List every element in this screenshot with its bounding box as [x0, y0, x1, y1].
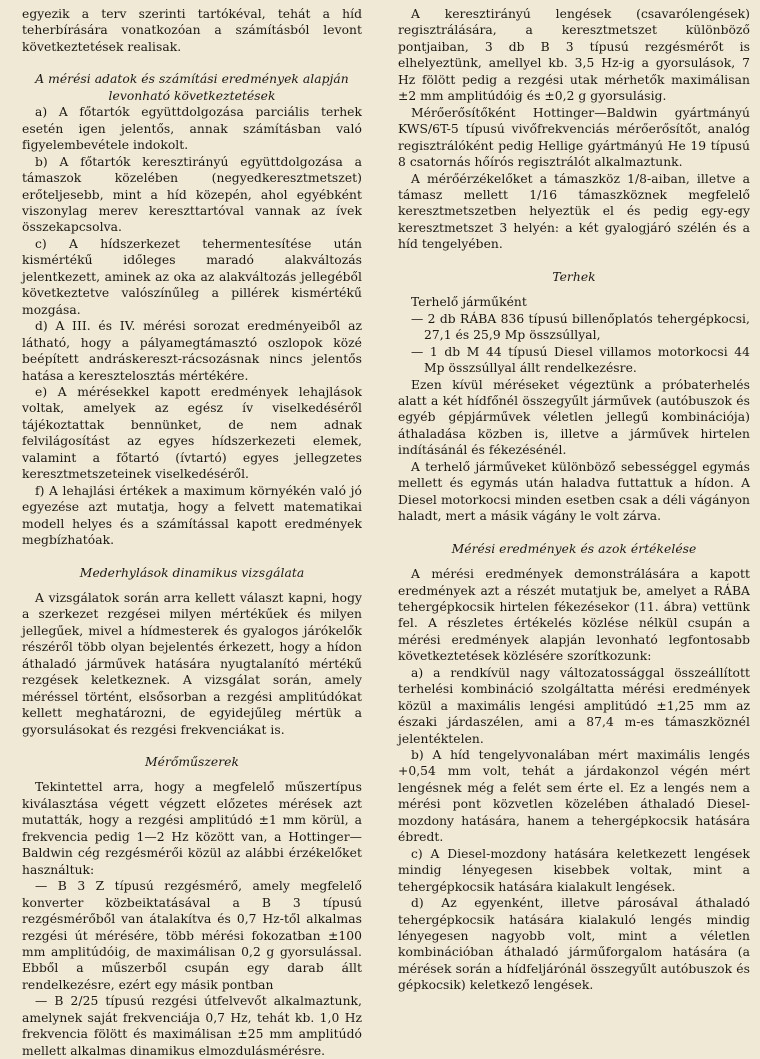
- section-heading: Terhek: [552, 269, 596, 284]
- paragraph: a) a rendkívül nagy változatossággal összeállított terhelési kombináció szolgáltatta mérési eredmények közül a maximális lengési amplitúdó ±1,25 mm az északi járdaszélen, ami a 87,4 m-es támaszköznél jelentéktelen.: [398, 665, 750, 746]
- list-item: — 2 db RÁBA 836 típusú billenőplatós tehergépkocsi, 27,1 és 25,9 Mp összsúllyal,: [411, 311, 750, 343]
- section-heading: Mérési eredmények és azok értékelése: [451, 541, 697, 556]
- paragraph: A mérési eredmények demonstrálására a kapott eredmények azt a részét mutatjuk be, amelyet a RÁBA tehergépkocsik hirtelen fékezésekor (11. ábra) vettünk fel. A részletes értékelés közlése nélkül csupán a mérési eredmények alapján levonható legfontosabb következtetések közlésére szorítkozunk:: [398, 567, 750, 664]
- paragraph: a) A főtartók együttdolgozása parciális terhek esetén igen jelentős, annak számításban való figyelembevétele indokolt.: [22, 105, 362, 153]
- list-item: — 1 db M 44 típusú Diesel villamos motorkocsi 44 Mp összsúllyal állt rendelkezésre.: [411, 344, 750, 376]
- paragraph: d) Az egyenként, illetve párosával áthaladó tehergépkocsik hatására kialakuló lengés mindig lényegesen nagyobb volt, mint a véletlen kombinációban áthaladó járműforgalom hatására (a mérések során a hídfeljárónál összegyűlt autóbuszok és gépkocsik) keletkező lengések.: [398, 896, 750, 993]
- paragraph: c) A Diesel-mozdony hatására keletkezett lengések mindig lényegesen kisebbek voltak, mint a tehergépkocsik hatására kialakult lengések.: [398, 846, 750, 894]
- paragraph: c) A hídszerkezet tehermentesítése után kismértékű időleges maradó alakváltozás jelentkezett, aminek az oka az alakváltozás jellegéből következtetve valószínűleg a pillérek kismértékű mozgása.: [22, 236, 362, 317]
- section-heading: A mérési adatok és számítási eredmények alapján levonható következtetések: [35, 72, 349, 103]
- paragraph: A vizsgálatok során arra kellett választ kapni, hogy a szerkezet rezgései milyen mértékűek és milyen jellegűek, mivel a hídmesterek és gyalogos járókelők részéről több olyan bejelentés érkezett, hogy a hídon áthaladó járművek hatására nyugtalanító mértékű rezgések keletkeznek. A vizsgálat során, amely méréssel történt, elsősorban a rezgési amplitúdókat kellett meghatározni, de egyidejűleg mértük a gyorsulásokat és rezgési frekvenciákat is.: [22, 590, 362, 737]
- paragraph: b) A főtartók keresztirányú együttdolgozása a támaszok közelében (negyedkeresztmetszet) erőteljesebb, mint a híd közepén, ahol egyébként viszonylag merev kereszttartóval vannak az ívek összekapcsolva.: [22, 154, 362, 235]
- paragraph: A mérőérzékelőket a támaszköz 1/8-aiban, illetve a támasz mellett 1/16 támaszköznek megfelelő keresztmetszetben helyeztük el és pedig egy-egy keresztmetszet 3 helyén: a két gyalogjáró szélén és a híd tengelyében.: [398, 171, 750, 252]
- paragraph: f) A lehajlási értékek a maximum környékén való jó egyezése azt mutatja, hogy a felvett matematikai modell helyes és a számítással kapott eredmények megbízhatóak.: [22, 483, 362, 548]
- paragraph: egyezik a terv szerinti tartókéval, tehát a híd teherbírására vonatkozóan a számításból levont következtetések realisak.: [22, 7, 362, 54]
- paragraph: d) A III. és IV. mérési sorozat eredményeiből az látható, hogy a pályamegtámasztó oszlopok közé beépített andráskereszt-rácsozásnak nincs jelentős hatása a keresztelosztás mértékére.: [22, 319, 362, 383]
- paragraph: Ezen kívül méréseket végeztünk a próbaterhelés alatt a két hídfőnél összegyűlt járművek (autóbuszok és egyéb gépjárművek véletlen jellegű kombinációja) áthaladása közben is, illetve a járművek hirtelen indításánál és fékezésénél.: [398, 377, 750, 458]
- list-item: — B 3 Z típusú rezgésmérő, amely megfelelő konverter közbeiktatásával a B 3 típusú rezgésmérőből van átalakítva és 0,7 Hz-től alkalmas rezgési út mérésére, több mérési fokozatban ±100 mm amplitúdóig, de maximálisan 0,2 g gyorsulással. Ebből a műszerből csupán egy darab állt rendelkezésre, ezért egy másik pontban: [22, 879, 362, 992]
- section-heading: Mederhylások dinamikus vizsgálata: [79, 565, 305, 580]
- paragraph: b) A híd tengelyvonalában mért maximális lengés +0,54 mm volt, tehát a járdakonzol végén mért lengésnek még a felét sem érte el. Ez a lengés nem a mérési pont közvetlen közelében áthaladó Diesel-mozdony hatására, hanem a tehergépkocsik hatására ébredt.: [398, 748, 750, 845]
- paragraph: Mérőerősítőként Hottinger—Baldwin gyártmányú KWS/6T-5 típusú vivőfrekvenciás mérőerősítőt, analóg regisztrálóként pedig Hellige gyártmányú He 19 típusú 8 csatornás hőírós regisztrálót alkalmaztunk.: [398, 105, 750, 170]
- paragraph: Terhelő járműként: [411, 295, 527, 310]
- left-column: [22, 6, 362, 1059]
- paragraph: A keresztirányú lengések (csavarólengések) regisztrálására, a keresztmetszet különböző pontjaiban, 3 db B 3 típusú rezgésmérőt is elhelyeztünk, amellyel kb. 3,5 Hz-ig a gyorsulások, 7 Hz fölött pedig a rezgési utak mérhetők maximálisan ±2 mm amplitúdóig és ±0,2 g gyorsulásig.: [398, 7, 750, 104]
- paragraph: Tekintettel arra, hogy a megfelelő műszertípus kiválasztása végett végzett előzetes mérések azt mutatták, hogy a rezgési amplitúdó ±1 mm körül, a frekvencia pedig 1—2 Hz között van, a Hottinger—Baldwin cég rezgésmérői közül az alábbi érzékelőket használtuk:: [22, 780, 362, 877]
- paragraph: A terhelő járműveket különböző sebességgel egymás mellett és egymás után haladva futtattuk a hídon. A Diesel motorkocsi minden esetben csak a déli vágányon haladt, mert a másik vágány le volt zárva.: [398, 459, 750, 524]
- list-item: — B 2/25 típusú rezgési útfelvevőt alkalmaztunk, amelynek saját frekvenciája 0,7 Hz, tehát kb. 1,0 Hz frekvencia fölött és maximálisan ±25 mm amplitúdó mellett alkalmas dinamikus elmozdulásmérésre.: [22, 994, 362, 1058]
- section-heading: Mérőműszerek: [144, 755, 239, 770]
- paragraph: e) A mérésekkel kapott eredmények lehajlások voltak, amelyek az egész ív viselkedéséről tájékoztattak bennünket, de nem adnak felvilágosítást az egyes hídszerkezeti elemek, valamint a főtartó (ívtartó) egyes jellegzetes keresztmetszeteinek viselkedéséről.: [22, 384, 362, 482]
- right-column: [398, 6, 750, 994]
